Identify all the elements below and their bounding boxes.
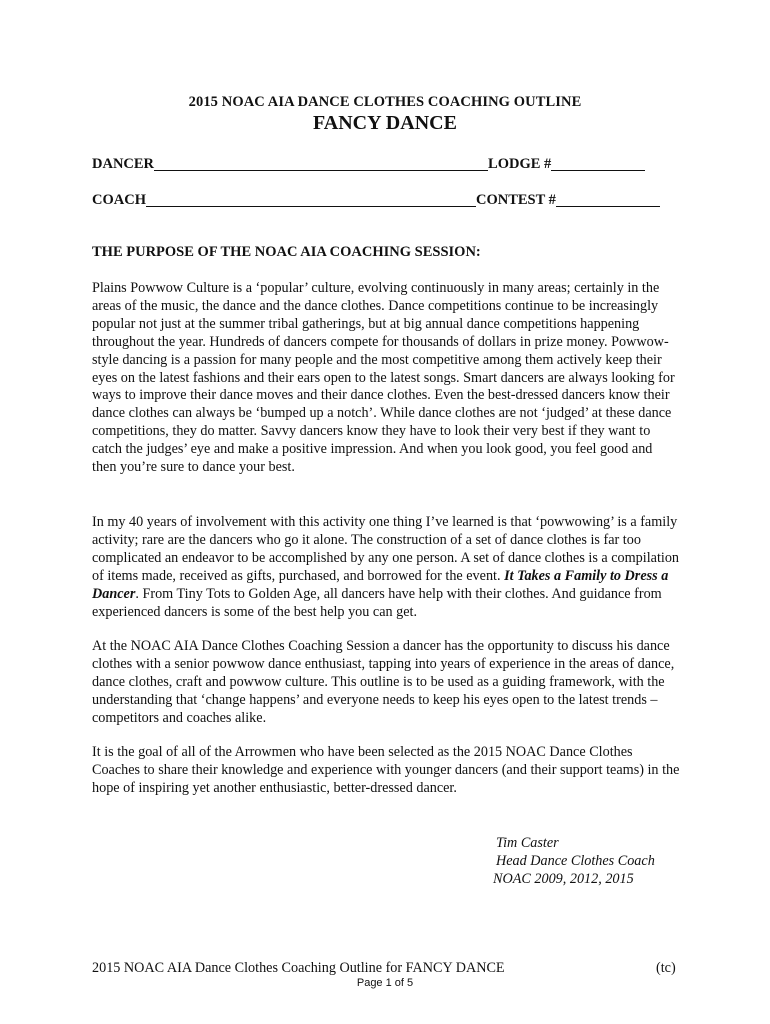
lodge-label: LODGE # <box>488 156 552 172</box>
signature-title: Head Dance Clothes Coach <box>496 853 655 869</box>
paragraph-goal: It is the goal of all of the Arrowmen who have been selected as the 2015 NOAC Dance Clothes Coaches to share their knowledge and experience with younger dancers (and their support teams) in the hope of inspiring yet another enthusiastic, better-dressed dancer. <box>92 744 680 796</box>
dancer-field[interactable] <box>154 156 488 171</box>
contest-field[interactable] <box>556 192 660 207</box>
signature-years: NOAC 2009, 2012, 2015 <box>493 871 634 887</box>
paragraph-family-text-b: . From Tiny Tots to Golden Age, all dancers have help with their clothes. And guidance from experienced dancers is some of the best help you can get. <box>92 585 662 620</box>
footer-initials: (tc) <box>656 960 676 976</box>
coach-label: COACH <box>92 192 146 208</box>
paragraph-powwow-culture: Plains Powwow Culture is a ‘popular’ culture, evolving continuously in many areas; certainly in the areas of the music, the dance and the dance clothes. Dance competitions continue to be increasingly popular not just at the summer tribal gatherings, but at big annual dance competitions happening throughout the year. Hundreds of dancers compete for thousands of dollars in prize money. Powwow-style dancing is a passion for many people and the most competitive among them actively keep their eyes on the latest fashions and their ears open to the latest songs. Smart dancers are always looking for ways to improve their dance moves and their dance clothes. Even the best-dressed dancers know their dance clothes can always be ‘bumped up a notch’. While dance clothes are not ‘judged’ at these dance competitions, they do matter. Savvy dancers know they have to look their very best if they want to catch the judges’ eye and make a positive impression. And when you look good, you feel good and then you’re sure to dance your best. <box>92 280 675 476</box>
purpose-heading: THE PURPOSE OF THE NOAC AIA COACHING SESSION: <box>92 244 481 260</box>
coach-contest-row <box>92 192 672 209</box>
dancer-label: DANCER <box>92 156 155 172</box>
dance-category-title: FANCY DANCE <box>313 112 457 134</box>
contest-label: CONTEST # <box>475 192 556 208</box>
signature-block <box>493 834 655 888</box>
paragraph-coaching-session: At the NOAC AIA Dance Clothes Coaching Session a dancer has the opportunity to discuss his dance clothes with a senior powwow dance enthusiast, tapping into years of experience in the areas of dance, dance clothes, craft and powwow culture. This outline is to be used as a guiding framework, with the understanding that ‘change happens’ and everyone needs to keep his eyes open to the latest trends – competitors and coaches alike. <box>92 638 675 726</box>
footer-document-title: 2015 NOAC AIA Dance Clothes Coaching Outline for FANCY DANCE <box>92 960 505 976</box>
outline-title: 2015 NOAC AIA DANCE CLOTHES COACHING OUTLINE <box>188 94 582 110</box>
page-number: Page 1 of 5 <box>356 977 414 989</box>
paragraph-family-activity <box>92 514 680 621</box>
family-emphasis: It Takes a Family to Dress a Dancer <box>92 567 669 602</box>
dancer-lodge-row <box>92 156 672 173</box>
coach-field[interactable] <box>146 192 476 207</box>
signature-name: Tim Caster <box>496 835 559 851</box>
lodge-field[interactable] <box>551 156 645 171</box>
paragraph-family-text-a: In my 40 years of involvement with this activity one thing I’ve learned is that ‘powwowing’ is a family activity; rare are the dancers who go it alone. The construction of a set of dance clothes is far too complicated an endeavor to be accomplished by any one person. A set of dance clothes is a compilation of items made, received as gifts, purchased, and borrowed for the event. <box>92 514 680 584</box>
